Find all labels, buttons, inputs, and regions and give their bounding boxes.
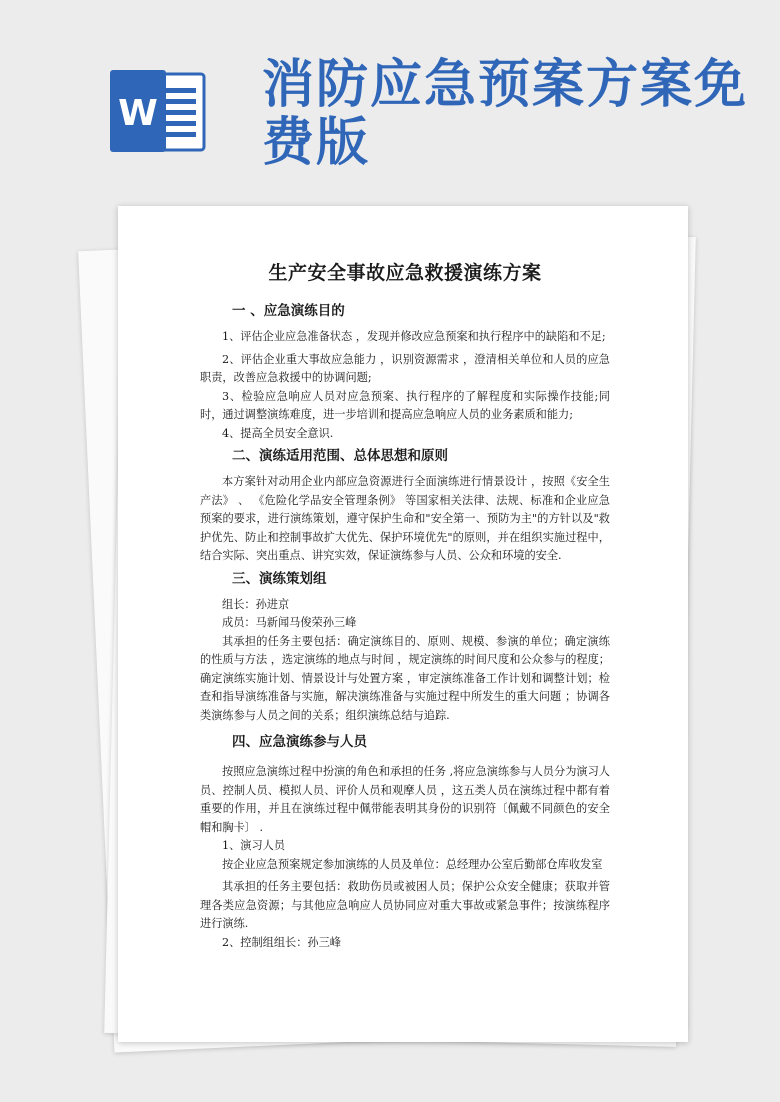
word-document-icon — [108, 68, 208, 154]
banner-title: 消防应急预案方案免费版 — [262, 55, 749, 173]
paragraph: 按企业应急预案规定参加演练的人员及单位：总经理办公室后勤部仓库收发室 — [222, 857, 603, 871]
section-heading-purpose: 一 、应急演练目的 — [232, 303, 345, 319]
word-logo-letter: W — [118, 93, 158, 134]
paragraph: 其承担的任务主要包括：确定演练目的、原则、规模、参演的单位；确定演练的性质与方法 ，选定演练的地点与时间 ，规定演练的时间尺度和公众参与的程度；确定演练实施计划、情景设计与处置方案 ，审定演练准备工作计划和调整计划；检查和指导演练准备与实施，解决演练准备与实施过程中所发生的重大问题 ；协调各类演练参与人员之间的关系；组织演练总结与追踪. — [200, 634, 610, 722]
document-title: 生产安全事故应急救援演练方案 — [268, 262, 542, 284]
paragraph: 3、检验应急响应人员对应急预案、执行程序的了解程度和实际操作技能;同时，通过调整演练难度，进一步培训和提高应急响应人员的业务素质和能力; — [200, 389, 610, 421]
section-heading-planning-group: 三、演练策划组 — [232, 570, 327, 587]
section-heading-scope: 二、演练适用范围、总体思想和原则 — [232, 448, 448, 464]
document-page — [118, 206, 688, 1042]
paragraph: 2、控制组组长：孙三峰 — [222, 935, 341, 949]
paragraph: 本方案针对动用企业内部应急资源进行全面演练进行情景设计 ，按照《安全生产法》 、 《危险化学品安全管理条例》 等国家相关法律、法规、标准和企业应急预案的要求，进行演练策划，遵守保护生命和"安全第一、预防为主"的方针以及"救护优先、防止和控制事故扩大优先、保护环境优先"的原则，并在组织实施过程中，结合实际、突出重点、讲究实效，保证演练参与人员、公众和环境的安全. — [200, 475, 610, 562]
paragraph: 成员：马新闻马俊荣孙三峰 — [222, 616, 357, 629]
paragraph: 组长：孙进京 — [222, 597, 290, 611]
paragraph: 4、提高全员安全意识. — [222, 426, 334, 440]
document-content — [200, 258, 610, 952]
paragraph: 1、评估企业应急准备状态 ，发现并修改应急预案和执行程序中的缺陷和不足; — [222, 330, 606, 343]
paragraph: 其承担的任务主要包括：救助伤员或被困人员；保护公众安全健康；获取并管理各类应急资源；与其他应急响应人员协同应对重大事故或紧急事件；按演练程序进行演练. — [200, 880, 610, 930]
paragraph: 1、演习人员 — [222, 839, 286, 852]
paragraph: 2、评估企业重大事故应急能力 ，识别资源需求 ，澄清相关单位和人员的应急职责，改善应急救援中的协调问题; — [200, 352, 610, 384]
section-heading-participants: 四、应急演练参与人员 — [232, 734, 367, 750]
paragraph: 按照应急演练过程中扮演的角色和承担的任务 ,将应急演练参与人员分为演习人员、控制人员、模拟人员、评价人员和观摩人员 ，这五类人员在演练过程中都有着重要的作用，并且在演练过程中佩带能表明其身份的识别符〔佩戴不同颜色的安全帽和胸卡〕 . — [200, 765, 610, 834]
